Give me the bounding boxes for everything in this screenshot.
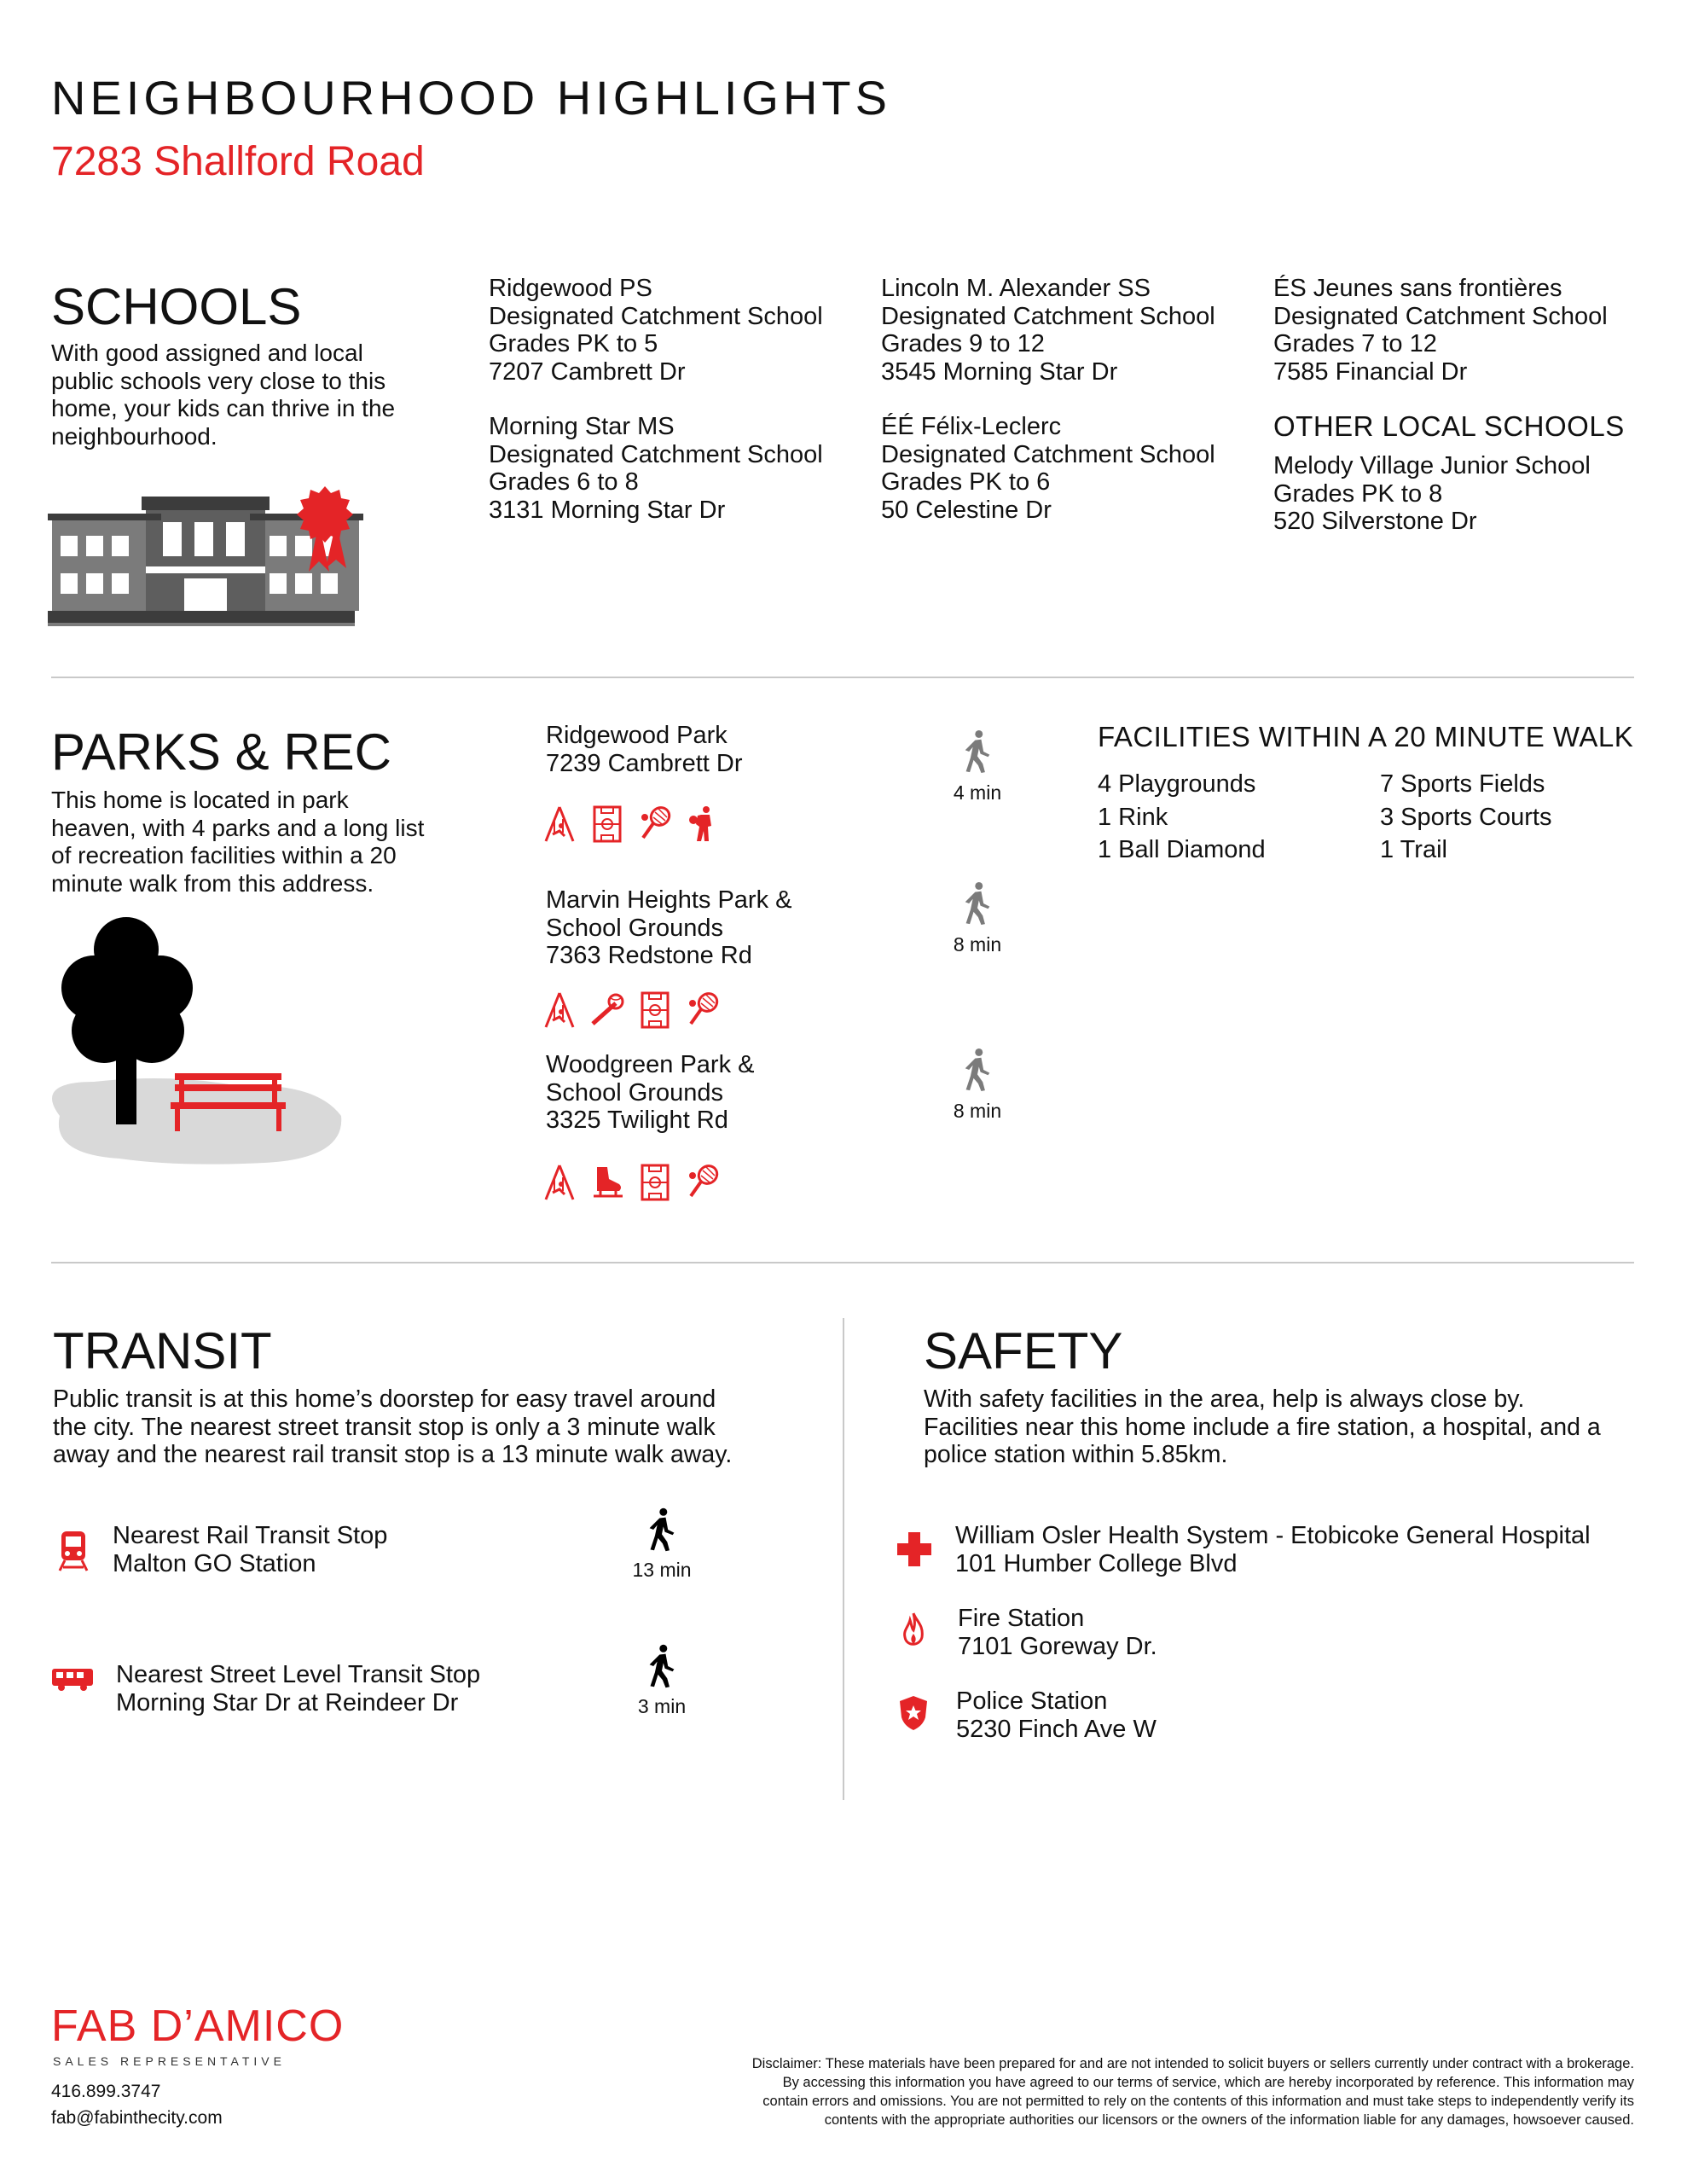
phone-number[interactable]: 416.899.3747 bbox=[51, 2082, 161, 2101]
police-badge-icon bbox=[899, 1695, 928, 1731]
page-title: NEIGHBOURHOOD HIGHLIGHTS bbox=[51, 71, 891, 125]
transit-entry: Nearest Rail Transit Stop Malton GO Station bbox=[113, 1522, 388, 1577]
parks-title: PARKS & REC bbox=[51, 723, 391, 781]
other-schools-title: OTHER LOCAL SCHOOLS bbox=[1273, 410, 1625, 442]
walk-time: 3 min bbox=[637, 1695, 687, 1717]
walking-person-icon bbox=[646, 1507, 677, 1553]
school-entry: Ridgewood PS Designated Catchment School Grades PK to 5 7207 Cambrett Dr bbox=[489, 275, 823, 386]
park-tree-bench-icon bbox=[43, 911, 350, 1167]
sports-field-icon bbox=[638, 991, 672, 1029]
safety-entry: William Osler Health System - Etobicoke General Hospital 101 Humber College Blvd bbox=[955, 1522, 1591, 1577]
facilities-title: FACILITIES WITHIN A 20 MINUTE WALK bbox=[1098, 721, 1634, 752]
facilities-list-left: 4 Playgrounds 1 Rink 1 Ball Diamond bbox=[1098, 770, 1266, 863]
safety-title: SAFETY bbox=[924, 1322, 1123, 1380]
section-divider bbox=[51, 1262, 1634, 1263]
school-building-icon bbox=[48, 478, 363, 648]
walk-time: 4 min bbox=[953, 781, 1002, 804]
tennis-icon bbox=[686, 991, 720, 1029]
transit-description: Public transit is at this home’s doorstep for easy travel around the city. The nearest street transit stop is only a 3 minute walk away and the nearest rail transit stop is a 13 minute walk away. bbox=[53, 1385, 733, 1468]
school-entry: Morning Star MS Designated Catchment School Grades 6 to 8 3131 Morning Star Dr bbox=[489, 413, 823, 524]
facilities-list-right: 7 Sports Fields 3 Sports Courts 1 Trail bbox=[1380, 770, 1552, 863]
park-amenities bbox=[542, 1164, 720, 1201]
email-link[interactable]: fab@fabinthecity.com bbox=[51, 2108, 223, 2128]
park-entry: Ridgewood Park 7239 Cambrett Dr bbox=[546, 722, 743, 777]
school-entry: ÉS Jeunes sans frontières Designated Catchment School Grades 7 to 12 7585 Financial Dr bbox=[1273, 275, 1608, 386]
walking-person-icon bbox=[962, 1048, 993, 1091]
schools-title: SCHOOLS bbox=[51, 278, 302, 335]
other-school-entry: Melody Village Junior School Grades PK to 8 520 Silverstone Dr bbox=[1273, 452, 1591, 535]
tennis-icon bbox=[638, 805, 672, 843]
walk-time: 8 min bbox=[953, 933, 1002, 956]
baseball-icon bbox=[590, 991, 624, 1029]
school-entry: ÉÉ Félix-Leclerc Designated Catchment School Grades PK to 6 50 Celestine Dr bbox=[881, 413, 1215, 524]
walking-person-icon bbox=[962, 730, 993, 773]
walking-person-icon bbox=[646, 1643, 677, 1689]
park-amenities bbox=[542, 991, 720, 1029]
basketball-icon bbox=[686, 805, 720, 843]
park-entry: Woodgreen Park & School Grounds 3325 Twilight Rd bbox=[546, 1051, 755, 1134]
flame-icon bbox=[901, 1612, 925, 1649]
playground-icon bbox=[542, 805, 577, 843]
disclaimer: Disclaimer: These materials have been prepared for and are not intended to solicit buyers or sellers currently under contract with a brokerage. By accessing this information you have agreed to our terms of service, which are hereby incorporated by reference. This information may contain errors and omissions. You are not permitted to rely on the contents of this information and must take steps to independently verify its contents with the appropriate authorities our licensors or the owners of the information liable for any damages, howsoever caused. bbox=[751, 2056, 1634, 2128]
playground-icon bbox=[542, 1164, 577, 1201]
walk-time: 13 min bbox=[632, 1559, 692, 1581]
transit-title: TRANSIT bbox=[53, 1322, 272, 1380]
park-entry: Marvin Heights Park & School Grounds 7363 Redstone Rd bbox=[546, 886, 792, 969]
section-divider bbox=[51, 677, 1634, 678]
train-icon bbox=[58, 1530, 89, 1572]
playground-icon bbox=[542, 991, 577, 1029]
schools-description: With good assigned and local public schools very close to this home, your kids can thrive in the neighbourhood. bbox=[51, 340, 396, 450]
sports-field-icon bbox=[590, 805, 624, 843]
walk-time: 8 min bbox=[953, 1100, 1002, 1122]
brand-name: FAB D’AMICO bbox=[51, 2001, 345, 2051]
safety-entry: Fire Station 7101 Goreway Dr. bbox=[958, 1605, 1157, 1660]
school-entry: Lincoln M. Alexander SS Designated Catchment School Grades 9 to 12 3545 Morning Star Dr bbox=[881, 275, 1215, 386]
transit-entry: Nearest Street Level Transit Stop Morning Star Dr at Reindeer Dr bbox=[116, 1661, 481, 1716]
park-amenities bbox=[542, 805, 720, 843]
parks-description: This home is located in park heaven, with 4 parks and a long list of recreation facilities within a 20 minute walk from this address. bbox=[51, 787, 425, 897]
column-divider bbox=[843, 1318, 844, 1800]
skate-icon bbox=[590, 1164, 624, 1201]
walking-person-icon bbox=[962, 882, 993, 925]
sports-field-icon bbox=[638, 1164, 672, 1201]
brand-role: SALES REPRESENTATIVE bbox=[53, 2054, 286, 2068]
contact-info bbox=[51, 2078, 223, 2131]
safety-entry: Police Station 5230 Finch Ave W bbox=[956, 1687, 1157, 1743]
property-address: 7283 Shallford Road bbox=[51, 139, 425, 184]
bus-icon bbox=[51, 1667, 94, 1693]
safety-description: With safety facilities in the area, help is always close by. Facilities near this home include a fire station, a hospital, and a police station within 5.85km. bbox=[924, 1385, 1601, 1468]
tennis-icon bbox=[686, 1164, 720, 1201]
hospital-cross-icon bbox=[897, 1532, 931, 1566]
